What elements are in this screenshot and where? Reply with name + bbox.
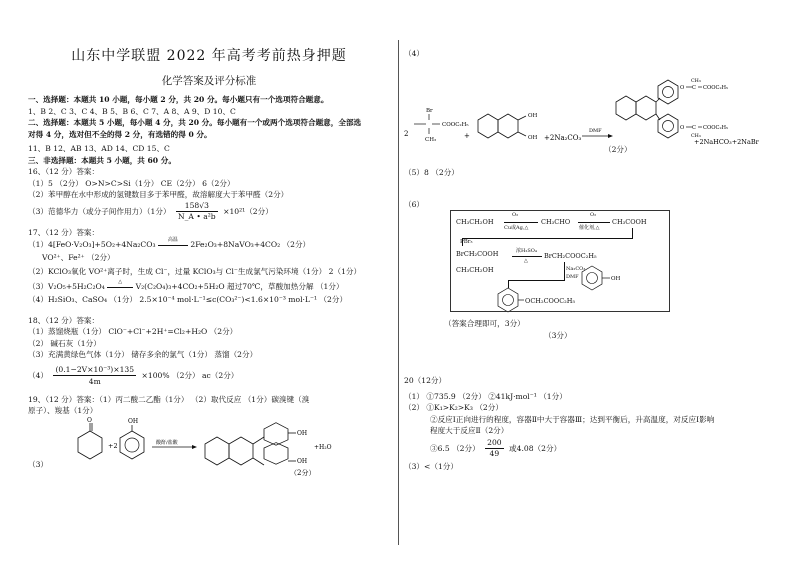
q4-product-structure xyxy=(616,78,728,139)
q17-arrow-condition: 高温 xyxy=(167,237,178,243)
q20-fraction-denominator: 49 xyxy=(489,449,500,458)
q4-byproducts: +2NaHCO₃+2NaBr xyxy=(694,137,759,146)
q4-reaction-scheme xyxy=(404,60,784,148)
svg-text:+: + xyxy=(464,131,470,140)
route-final-product: OCH₂COOC₂H₅ xyxy=(525,297,576,305)
q16-part2: （2）苯甲醇在水中形成的氢键数目多于苯甲醛，故溶解度大于苯甲醛（2分） xyxy=(28,190,289,199)
q16-fraction xyxy=(176,201,218,222)
bromo-ester-cooet-label: COOC₂H₅ xyxy=(442,121,469,128)
route-condition-5a: Na₂CO₃ xyxy=(566,266,586,272)
q4-product-ch3-top: CH₃ xyxy=(691,78,701,84)
q6-synthesis-route xyxy=(404,212,784,326)
product-oh-bottom-label: OH xyxy=(297,457,308,465)
q17-part3-reactants: （3）V₂O₅+5H₂C₂O₄ xyxy=(28,282,105,291)
q18-heading: 18、（12 分）答案： xyxy=(28,315,100,325)
column-divider xyxy=(398,40,399,545)
q19-structures xyxy=(52,417,382,477)
q19-coefficient: +2 xyxy=(108,441,118,450)
q17-part1-reactants: （1）4[FeO·V₂O₃]+5O₂+4Na₂CO₃ xyxy=(28,240,156,249)
q16-part3-text: （3）范德华力（或分子间作用力）（1分） xyxy=(28,206,171,216)
q4-arrow-condition: DMF xyxy=(589,127,602,134)
q4-bisphenol-structure xyxy=(478,113,538,141)
q6-label: （6） xyxy=(404,199,425,209)
cyclohexanone-structure xyxy=(78,417,102,459)
bromo-ester-ch3-label: CH₃ xyxy=(425,136,437,143)
route-bromoacetic-acid: BrCH₂COOH xyxy=(456,250,499,258)
q17-part2: （2）KClO₃氧化 VO²⁺离子时，生成 Cl⁻，过量 KClO₃与 Cl⁻生成氯气污染环境（1分） 2（1分） xyxy=(28,266,362,276)
q16-part3-tail: ×10²¹（2分） xyxy=(223,206,273,216)
route-frame xyxy=(450,210,670,312)
q17-part3-products: V₂(C₂O₄)₃+4CO₂+5H₂O 超过70℃，草酸加热分解 （1分） xyxy=(135,282,344,291)
q4-reagent: +2Na₂CO₃ xyxy=(544,133,582,142)
page-subtitle: 化学答案及评分标准 xyxy=(161,75,257,87)
q20-part2a: （2） ①K₁>K₂>K₃ （2分） xyxy=(404,403,503,412)
route-pbr3: PBr₃ xyxy=(460,239,473,245)
route-condition-1a: O₂ xyxy=(512,212,519,218)
left-column xyxy=(28,40,390,477)
q4-product-cooet-top: COOC₂H₅ xyxy=(703,84,729,91)
q20-part2d xyxy=(404,437,784,461)
q18-fraction-numerator: (0.1−2V×10⁻³)×135 xyxy=(55,365,135,374)
right-column xyxy=(404,40,784,472)
q18-part2: （2） 碱石灰（1分） xyxy=(28,338,101,348)
q20-part2c: 程度大于反应Ⅱ（2分） xyxy=(430,426,509,435)
route-phenol-oh: OH xyxy=(611,276,621,282)
q18-part4 xyxy=(28,363,390,389)
route-ethanol: CH₃CH₂OH xyxy=(456,218,494,226)
q16-part1: （1）5 （2分） O>N>C>Si（1分） CE（2分） 6（2分） xyxy=(28,178,235,188)
route-condition-4: 浓H₂SO₄ xyxy=(516,248,537,254)
route-condition-4b: △ xyxy=(524,258,528,264)
phenol-structure xyxy=(120,418,144,459)
q16-part3 xyxy=(28,201,390,223)
q18-part4-prefix: （4） xyxy=(28,370,49,380)
q16-heading: 16、（12 分）答案： xyxy=(28,167,100,176)
q19-part3-label: （3） xyxy=(28,459,49,469)
q16-fraction-numerator: 158√3 xyxy=(176,201,218,212)
q4-product-o-top: O xyxy=(680,84,685,91)
q5-answer: （5）8 （2分） xyxy=(404,168,459,177)
q4-reactant-oh-top: OH xyxy=(528,112,538,119)
route-acetic-acid: CH₃COOH xyxy=(612,218,647,226)
q4-product-o-bottom: O xyxy=(680,124,685,131)
q4-label: （4） xyxy=(404,49,425,58)
q17-part4: （4）H₂SiO₃、CaSO₄ （1分） 2.5×10⁻⁴ mol·L⁻¹≤c(CO₃²⁻)<1.6×10⁻³ mol·L⁻¹ （2分） xyxy=(28,295,348,304)
route-condition-5b: DMF xyxy=(566,274,579,280)
q17-heading: 17、（12 分）答案： xyxy=(28,227,100,237)
bromo-ester-structure xyxy=(414,108,469,143)
q20-part1: （1） ①735.9 （2分） ②41kJ·mol⁻¹ （1分） xyxy=(404,391,567,401)
section2-heading-a: 二、选择题：本题共 5 小题，每小题 4 分，共 20 分。每小题有一个或两个选项符合题意，全部选 xyxy=(28,118,362,127)
phenol-oh-label: OH xyxy=(128,417,139,425)
q17-part3 xyxy=(28,280,390,294)
q20-part2b: ②反应Ⅰ正向进行的程度，容器Ⅱ中大于容器Ⅲ；达到平衡后，升高温度，对反应Ⅰ影响 xyxy=(430,414,715,424)
route-condition-1b: Cu或Ag,△ xyxy=(504,225,529,231)
section2-answers: 11、B 12、AB 13、AD 14、CD 15、C xyxy=(28,144,170,153)
svg-text:C: C xyxy=(692,84,696,91)
section1-heading: 一、选择题：本题共 10 小题，每小题 2 分，共 20 分。每小题只有一个选项符合题意。 xyxy=(28,95,329,104)
q19-score: （2分） xyxy=(290,468,316,477)
q17-part3-arrow xyxy=(107,279,133,292)
q19-arrow-condition: 酸酐/盐酸 xyxy=(156,439,178,446)
q20-part2d-tail: 或4.08（2分） xyxy=(509,443,562,453)
route-ethyl-bromoacetate: BrCH₂COOC₂H₅ xyxy=(544,252,597,260)
bisphenol-product-structure xyxy=(205,422,307,464)
q18-part4-tail: ×100% （2分） ac（2分） xyxy=(141,370,239,380)
q4-product-cooet-bottom: COOC₂H₅ xyxy=(703,124,729,131)
bromo-label: Br xyxy=(426,107,433,114)
q16-fraction-denominator: N_A • a²b xyxy=(177,212,216,221)
route-condition-2a: O₂ xyxy=(590,212,597,218)
q19-line-b: 原子）、羧基（1分） xyxy=(28,406,98,415)
q17-part1-ions: VO²⁺、Fe²⁺ （2分） xyxy=(42,253,115,262)
q18-fraction-denominator: 4m xyxy=(88,377,101,386)
q19-water: +H₂O xyxy=(314,443,332,451)
ketone-oxygen-label: O xyxy=(87,416,92,424)
route-acetaldehyde: CH₃CHO xyxy=(541,218,571,226)
q20-fraction xyxy=(485,438,504,459)
q19-line-a: 19、（12 分）答案：（1）丙二酸二乙酯（1分） （2）取代反应 （1分）碳溴键（溴 xyxy=(28,394,310,404)
q17-part1 xyxy=(28,238,390,252)
q4-coefficient: 2 xyxy=(404,129,409,138)
q4-structures xyxy=(404,60,784,148)
q20-part2d-prefix: ③6.5 （2分） xyxy=(430,443,480,453)
q19-reaction-scheme xyxy=(28,417,390,477)
q20-fraction-numerator: 200 xyxy=(487,438,502,447)
q4-product-ch3-bottom: CH₃ xyxy=(691,133,701,139)
route-ethanol-2: CH₃CH₂OH xyxy=(456,266,494,274)
q17-reaction-arrow xyxy=(158,237,188,250)
q17-part1-products: 2Fe₂O₃+8NaVO₃+4CO₂ （2分） xyxy=(190,240,311,249)
q6-note: （答案合理即可，3分） xyxy=(444,319,525,328)
q4-score: （2分） xyxy=(604,144,632,154)
q18-part3: （3）充满黄绿色气体（1分） 储存多余的氯气（1分） 蒸馏（2分） xyxy=(28,350,258,359)
q17-part3-condition: △ xyxy=(118,279,123,285)
section2-heading-b: 对得 4 分，选对但不全的得 2 分，有选错的得 0 分。 xyxy=(28,129,212,139)
q4-reactant-oh-bottom: OH xyxy=(528,134,538,141)
svg-text:C: C xyxy=(692,124,696,131)
q18-part1: （1）蒸馏烧瓶（1分） ClO⁻+Cl⁻+2H⁺=Cl₂+H₂O （2分） xyxy=(28,327,238,336)
page-title: 山东中学联盟 2022 年高考考前热身押题 xyxy=(71,48,347,64)
q20-part3: （3）<（1分） xyxy=(404,461,458,471)
product-oh-top-label: OH xyxy=(297,429,308,437)
section3-heading: 三、非选择题：本题共 5 小题，共 60 分。 xyxy=(28,155,176,165)
q6-score: （3分） xyxy=(544,330,572,340)
route-condition-2b: 催化剂,△ xyxy=(579,225,600,231)
q18-fraction xyxy=(53,364,136,387)
q20-heading: 20（12分） xyxy=(404,376,447,385)
section1-answers: 1、B 2、C 3、C 4、B 5、B 6、C 7、A 8、A 9、D 10、C xyxy=(28,106,236,116)
